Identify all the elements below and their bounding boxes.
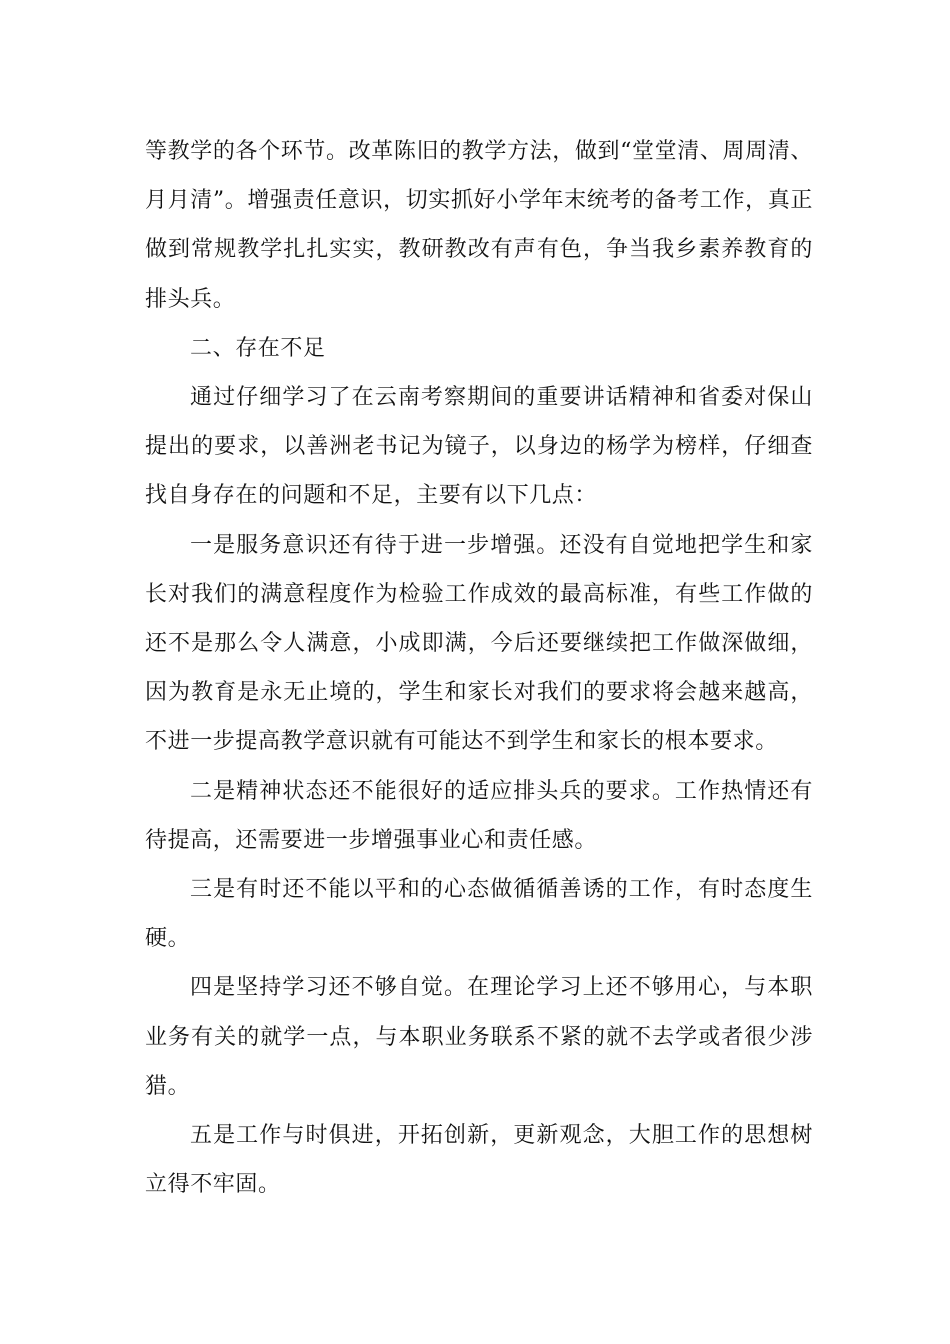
paragraph-point-4: 四是坚持学习还不够自觉。在理论学习上还不够用心，与本职业务有关的就学一点，与本职业务联系不紧的就不去学或者很少涉猎。 [145,975,813,1099]
paragraph-intro: 通过仔细学习了在云南考察期间的重要讲话精神和省委对保山提出的要求，以善洲老书记为镜子，以身边的杨学为榜样，仔细查找自身存在的问题和不足，主要有以下几点： [145,385,813,509]
section-heading: 二、存在不足 [190,335,326,361]
paragraph-point-5: 五是工作与时俱进，开拓创新，更新观念，大胆工作的思想树立得不牢固。 [145,1123,813,1198]
document-body [145,127,813,1209]
paragraph-point-1: 一是服务意识还有待于进一步增强。还没有自觉地把学生和家长对我们的满意程度作为检验工作成效的最高标准，有些工作做的还不是那么令人满意，小成即满，今后还要继续把工作做深做细，因为教育是永无止境的，学生和家长对我们的要求将会越来越高，不进一步提高教学意识就有可能达不到学生和家长的根本要求。 [145,532,813,755]
paragraph-point-2: 二是精神状态还不能很好的适应排头兵的要求。工作热情还有待提高，还需要进一步增强事业心和责任感。 [145,778,813,853]
paragraph-continuation: 等教学的各个环节。改革陈旧的教学方法，做到“堂堂清、周周清、月月清”。增强责任意识，切实抓好小学年末统考的备考工作，真正做到常规教学扎扎实实，教研教改有声有色，争当我乡素养教育的排头兵。 [145,139,813,312]
paragraph-point-3: 三是有时还不能以平和的心态做循循善诱的工作，有时态度生硬。 [145,877,813,952]
